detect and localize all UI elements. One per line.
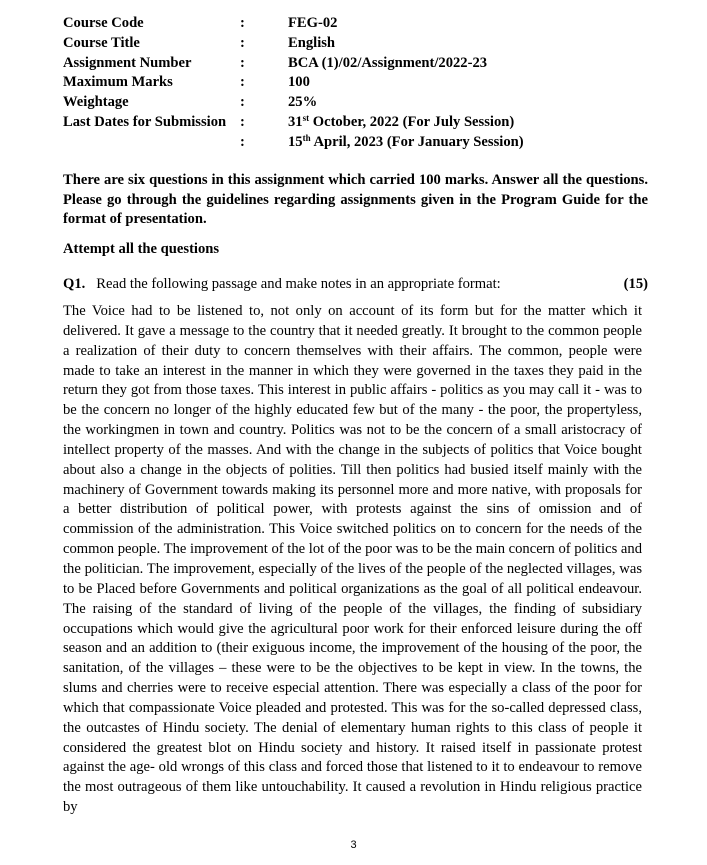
- info-label: Maximum Marks: [63, 74, 173, 91]
- date-rest: April, 2023 (For January Session): [310, 133, 524, 150]
- course-info-table: [63, 14, 653, 153]
- info-colon: :: [240, 94, 245, 111]
- instructions-paragraph: There are six questions in this assignment which carried 100 marks. Answer all the questions. Please go through the guidelines regarding assignments given in the Program Guide for the format of presentation.: [63, 172, 648, 228]
- question-1-header: [63, 275, 648, 295]
- attempt-heading: Attempt all the questions: [63, 241, 220, 257]
- info-label: [63, 133, 239, 153]
- info-row-assignment-number: [63, 54, 653, 74]
- info-colon: :: [240, 15, 245, 31]
- question-number: Q1.: [63, 276, 86, 292]
- question-marks: (15): [623, 276, 648, 292]
- date-day: 31: [288, 113, 303, 130]
- info-colon: :: [240, 34, 245, 51]
- info-label: Assignment Number: [63, 54, 192, 71]
- info-colon: :: [240, 74, 245, 91]
- info-value: 100: [288, 74, 310, 91]
- info-label: Course Title: [63, 34, 140, 51]
- info-value: [288, 113, 653, 133]
- info-label: Course Code: [63, 15, 144, 31]
- info-value: [288, 133, 653, 153]
- date-rest: October, 2022 (For July Session): [309, 113, 515, 130]
- info-label: Weightage: [63, 94, 129, 111]
- info-value: FEG-02: [288, 15, 338, 31]
- info-colon: :: [240, 54, 245, 71]
- reading-passage: The Voice had to be listened to, not only on account of its form but for the matter which it delivered. It gave a message to the country that it needed greatly. It brought to the common people a realization of their duty to concern themselves with their affairs. The common, people were made to take an interest in the manner in which they were governed in the taxes they paid in the return they got from those taxes. This interest in public affairs - politics as you may call it - was to be the concern no longer of the highly educated few but of the many - the poor, the propertyless, the workingmen in town and country. Politics was not to be the concern of a small aristocracy of intellect property of the masses. And with the change in the subjects of politics that Voice bought about also a change in the objects of polities. Till then politics had busied itself mainly with the machinery of Government towards making its personnel more and more native, with proposals for a better distribution of political power, with protests against the sins of omission and of commission of the administration. This Voice switched politics on to concern for the needs of the common people. The improvement of the lot of the poor was to be the main concern of politics and the politician. The improvement, especially of the lives of the people of the neglected villages, was to be Placed before Governments and political organizations as the goal of all political endeavour. The raising of the standard of living of the people of the villages, the finding of subsidiary occupations which would give the agricultural poor work for their enforced leisure during the off season and an addition to (their exiguous income, the improvement of the housing of the poor, the sanitation, of the villages – these were to be the objectives to be kept in view. In the towns, the slums and cherries were to receive especial attention. There was especially a class of the poor for which that compassionate Voice pleaded and protested. This was for the so-called depressed class, the outcastes of Hindu society. The denial of elementary human rights to this class of people it considered the greatest blot on Hindu society and history. It raised itself in passionate protest against the age- old wrongs of this class and forced those that listened to it to endeavour to remove the most outrageous of them like untouchability. It caused a revolution in Hindu religious practice by: [63, 303, 642, 816]
- question-1-prompt: [63, 275, 501, 295]
- page-number: 3: [350, 839, 357, 851]
- date-ordinal: st: [302, 112, 310, 123]
- info-row-weightage: [63, 93, 653, 113]
- date-day: 15: [288, 133, 303, 150]
- info-row-course-title: [63, 34, 653, 54]
- question-text: Read the following passage and make notes in an appropriate format:: [96, 276, 501, 292]
- info-row-course-code: [63, 14, 653, 34]
- info-row-maximum-marks: [63, 73, 653, 93]
- info-value: English: [288, 34, 336, 51]
- info-colon: :: [240, 113, 245, 130]
- info-row-submission-july: [63, 113, 653, 133]
- date-ordinal: th: [302, 132, 311, 143]
- info-row-submission-january: [63, 133, 653, 153]
- info-colon: :: [240, 133, 245, 150]
- info-value: BCA (1)/02/Assignment/2022-23: [288, 54, 488, 71]
- info-value: 25%: [288, 94, 318, 111]
- info-label: Last Dates for Submission: [63, 113, 227, 130]
